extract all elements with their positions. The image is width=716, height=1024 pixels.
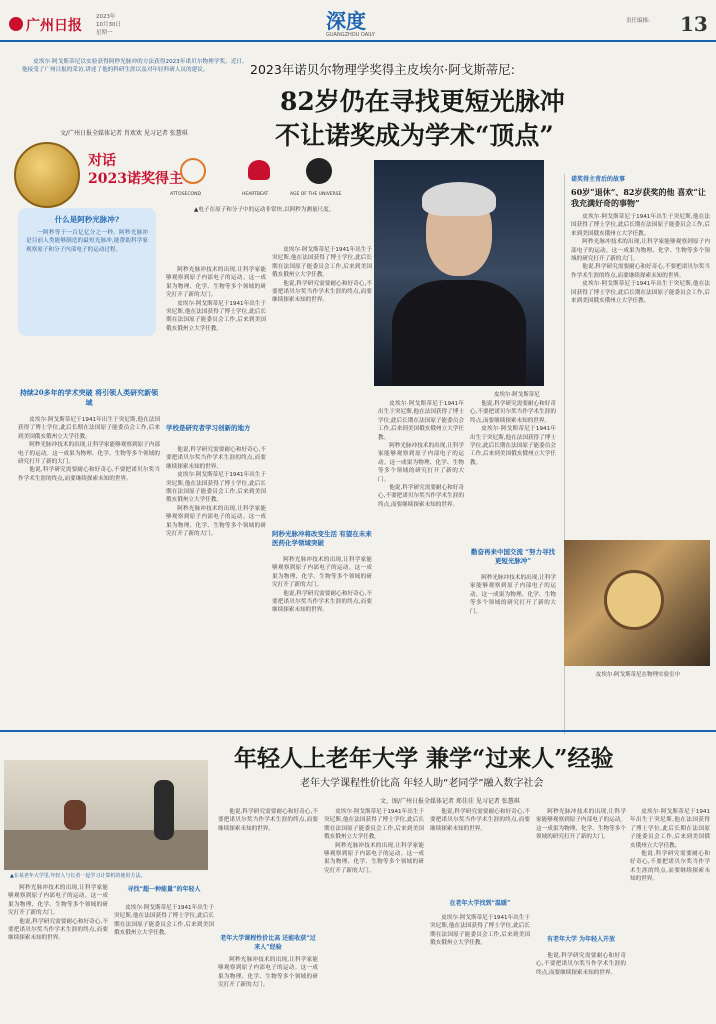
attosecond-sidebar [18, 208, 156, 336]
college-col-2: 皮埃尔·阿戈斯蒂尼于1941年出生于突尼斯,他在法国获得了博士学位,此后长期在法国原子能委员会工作,后来到美国俄亥俄州立大学任教。 [114, 905, 214, 937]
classroom-elder [64, 800, 86, 830]
college-col-3: 他说,科学研究需要耐心和好奇心,不要把诺贝尔奖当作学术生涯的终点,而要继续探索未知的世界。 [218, 809, 318, 832]
weekday: 星期一 [96, 30, 113, 36]
college-col-6: 他说,科学研究需要耐心和好奇心,不要把诺贝尔奖当作学术生涯的终点,而要继续探索未知的世界。 [430, 809, 530, 832]
college-col-9: 他说,科学研究需要耐心和好奇心,不要把诺贝尔奖当作学术生涯的终点,而要继续探索未知的世界。 [536, 953, 626, 976]
banner-title: 对话 [88, 153, 116, 169]
college-subhead: 老年大学课程性价比高 年轻人助“老同学”融入数字社会 [300, 778, 544, 789]
classroom-photo [4, 760, 208, 870]
classroom-person [154, 780, 174, 840]
timescale-label-2: HEARTBEAT [242, 192, 269, 197]
section-subhead-1: 学校是研究者学习创新的地方 [166, 424, 251, 432]
story-divider [0, 730, 716, 732]
issue-date: 2023年 [96, 14, 116, 20]
nobel-byline: 文/广州日报全媒体记者 肖欢欢 见习记者 张慧琪 [60, 130, 188, 137]
nobel-headline-1: 82岁仍在寻找更短光脉冲 [280, 87, 565, 116]
section-subtitle: GUANGZHOU DAILY [326, 32, 375, 38]
body-col-7: 他说,科学研究需要耐心和好奇心,不要把诺贝尔奖当作学术生涯的终点,而要继续探索未知的世界。 皮埃尔·阿戈斯蒂尼于1941年出生于突尼斯,他在法国获得了博士学位,此后长期在法国原子能委员会工作,后来到美国俄亥俄州立大学任教。 [470, 401, 556, 466]
timescale-label-3: AGE OF THE UNIVERSE [290, 192, 342, 197]
atom-icon [180, 158, 206, 184]
right-sidebar-headline: 60岁“退休”、82岁获奖的他 喜欢“让我充满好奇的事物” [571, 187, 706, 208]
heartbeat-icon [248, 160, 270, 180]
classroom-caption: ▲在某老年大学里,年轻人与长者一起学习计算机的使用方法。 [10, 873, 146, 879]
body-col-3: 他说,科学研究需要耐心和好奇心,不要把诺贝尔奖当作学术生涯的终点,而要继续探索未知的世界。 皮埃尔·阿戈斯蒂尼于1941年出生于突尼斯,他在法国获得了博士学位,此后长期在法国原子能委员会工作,后来到美国俄亥俄州立大学任教。 阿秒光脉冲技术的出现,让科学家能够观察到原子内部电子的运动。这一成果为物理、化学、生物等多个领域的研究打开了新的大门。 [166, 447, 266, 538]
editors-label: 责任编辑: [626, 18, 650, 24]
lab-equipment [604, 570, 664, 630]
college-sub-2: 老年大学课程性价比高 还能收获“过来人”经验 [220, 935, 316, 951]
lab-photo [564, 540, 710, 666]
timescale-diagram [166, 152, 346, 228]
section-subhead-2: 阿秒光脉冲将改变生活 有望在未来医药化学领域突破 [272, 530, 372, 547]
college-byline: 文、图/广州日报全媒体记者 郑佳佳 见习记者 张慧琪 [380, 798, 520, 805]
masthead [0, 0, 716, 42]
timescale-label-1: ATTOSECOND [170, 192, 201, 197]
agostini-portrait [374, 160, 544, 386]
college-headline: 年轻人上老年大学 兼学“过来人”经验 [234, 745, 614, 772]
section-title: 深度 [326, 9, 366, 33]
body-col-5: 阿秒光脉冲技术的出现,让科学家能够观察到原子内部电子的运动。这一成果为物理、化学、生物等多个领域的研究打开了新的大门。 他说,科学研究需要耐心和好奇心,不要把诺贝尔奖当作学术生涯的终点,而要继续探索未知的世界。 [272, 557, 372, 614]
portrait-hair [422, 182, 496, 216]
nobel-headline-pre: 2023年诺贝尔物理学奖得主皮埃尔·阿戈斯蒂尼: [250, 62, 515, 77]
right-sidebar-text: 皮埃尔·阿戈斯蒂尼于1941年出生于突尼斯,他在法国获得了博士学位,此后长期在法国原子能委员会工作,后来到美国俄亥俄州立大学任教。 阿秒光脉冲技术的出现,让科学家能够观察到原子内部电子的运动。这一成果为物理、化学、生物等多个领域的研究打开了新的大门。 他说,科学研究需要耐心和好奇心,不要把诺贝尔奖当作学术生涯的终点,而要继续探索未知的世界。 皮埃尔·阿戈斯蒂尼于1941年出生于突尼斯,他在法国获得了博士学位,此后长期在法国原子能委员会工作,后来到美国俄亥俄州立大学任教。 [571, 214, 710, 305]
nobel-medal-icon [14, 142, 80, 208]
portrait-caption: 皮埃尔·阿戈斯蒂尼 [494, 392, 540, 398]
nobel-intro: 皮埃尔·阿戈斯蒂尼以实验获得阿秒光脉冲的方法获得2023年诺贝尔物理学奖。近日,他接受了广州日报的采访,讲述了他的科研生涯以及对年轻科研人员的建议。 [22, 59, 244, 74]
logo-icon [9, 17, 23, 31]
body-col-2: 阿秒光脉冲技术的出现,让科学家能够观察到原子内部电子的运动。这一成果为物理、化学、生物等多个领域的研究打开了新的大门。 皮埃尔·阿戈斯蒂尼于1941年出生于突尼斯,他在法国获得了博士学位,此后长期在法国原子能委员会工作,后来到美国俄亥俄州立大学任教。 [166, 267, 266, 332]
right-sidebar-label: 诺奖得主背后的故事 [571, 176, 626, 183]
newspaper-logo: 广州日报 [26, 18, 82, 34]
lab-photo-caption: 皮埃尔·阿戈斯蒂尼在物理实验室中 [595, 672, 681, 678]
banner-subtitle: 2023诺奖得主 [88, 171, 183, 187]
college-col-4: 阿秒光脉冲技术的出现,让科学家能够观察到原子内部电子的运动。这一成果为物理、化学、生物等多个领域的研究打开了新的大门。 [218, 957, 318, 989]
portrait-body [392, 280, 526, 386]
college-col-1: 阿秒光脉冲技术的出现,让科学家能够观察到原子内部电子的运动。这一成果为物理、化学、生物等多个领域的研究打开了新的大门。 他说,科学研究需要耐心和好奇心,不要把诺贝尔奖当作学术生涯的终点,而要继续探索未知的世界。 [8, 885, 108, 942]
sidebar-title: 什么是阿秒光脉冲? [54, 215, 120, 224]
qa-subhead: 持续20多年的学术突破 将引领人类研究新领域 [19, 388, 159, 407]
college-col-5: 皮埃尔·阿戈斯蒂尼于1941年出生于突尼斯,他在法国获得了博士学位,此后长期在法国原子能委员会工作,后来到美国俄亥俄州立大学任教。 阿秒光脉冲技术的出现,让科学家能够观察到原子内部电子的运动。这一成果为物理、化学、生物等多个领域的研究打开了新的大门。 [324, 809, 424, 874]
sidebar-text: 一阿秒等于一百亿亿分之一秒。阿秒光脉冲是目前人类能够制造的最短光脉冲,能帮助科学家观察原子和分子内部电子的运动过程。 [26, 230, 148, 253]
universe-icon [306, 158, 332, 184]
body-col-8: 阿秒光脉冲技术的出现,让科学家能够观察到原子内部电子的运动。这一成果为物理、化学、生物等多个领域的研究打开了新的大门。 [470, 575, 556, 615]
college-sub-1: 寻找“超一种能量”的年轻人 [127, 886, 201, 893]
classroom-desk [4, 830, 208, 870]
section-subhead-3: 勤奋再来中国交流 “努力寻找更短光脉冲” [470, 548, 555, 565]
body-col-6: 皮埃尔·阿戈斯蒂尼于1941年出生于突尼斯,他在法国获得了博士学位,此后长期在法国原子能委员会工作,后来到美国俄亥俄州立大学任教。 阿秒光脉冲技术的出现,让科学家能够观察到原子内部电子的运动。这一成果为物理、化学、生物等多个领域的研究打开了新的大门。 他说,科学研究需要耐心和好奇心,不要把诺贝尔奖当作学术生涯的终点,而要继续探索未知的世界。 [378, 401, 464, 508]
body-col-1: 皮埃尔·阿戈斯蒂尼于1941年出生于突尼斯,他在法国获得了博士学位,此后长期在法国原子能委员会工作,后来到美国俄亥俄州立大学任教。 阿秒光脉冲技术的出现,让科学家能够观察到原子内部电子的运动。这一成果为物理、化学、生物等多个领域的研究打开了新的大门。 他说,科学研究需要耐心和好奇心,不要把诺贝尔奖当作学术生涯的终点,而要继续探索未知的世界。 [18, 417, 160, 482]
issue-date-2: 10月30日 [96, 22, 121, 28]
page-number: 13 [680, 12, 708, 36]
college-col-8: 阿秒光脉冲技术的出现,让科学家能够观察到原子内部电子的运动。这一成果为物理、化学、生物等多个领域的研究打开了新的大门。 [536, 809, 626, 841]
college-col-7: 皮埃尔·阿戈斯蒂尼于1941年出生于突尼斯,他在法国获得了博士学位,此后长期在法国原子能委员会工作,后来到美国俄亥俄州立大学任教。 [430, 915, 530, 947]
college-col-10: 皮埃尔·阿戈斯蒂尼于1941年出生于突尼斯,他在法国获得了博士学位,此后长期在法国原子能委员会工作,后来到美国俄亥俄州立大学任教。 他说,科学研究需要耐心和好奇心,不要把诺贝尔奖当作学术生涯的终点,而要继续探索未知的世界。 [630, 809, 710, 883]
college-sub-3: 在老年大学找到“温暖” [449, 900, 511, 907]
college-sub-4: 有老年大学 为年轻人开放 [546, 936, 616, 943]
body-col-4: 皮埃尔·阿戈斯蒂尼于1941年出生于突尼斯,他在法国获得了博士学位,此后长期在法国原子能委员会工作,后来到美国俄亥俄州立大学任教。 他说,科学研究需要耐心和好奇心,不要把诺贝尔奖当作学术生涯的终点,而要继续探索未知的世界。 [272, 247, 372, 304]
nobel-headline-2: 不让诺奖成为学术“顶点” [275, 121, 554, 150]
diagram-caption: ▲电子在原子和分子中的运动非常快,以阿秒为测量尺度。 [194, 207, 335, 213]
